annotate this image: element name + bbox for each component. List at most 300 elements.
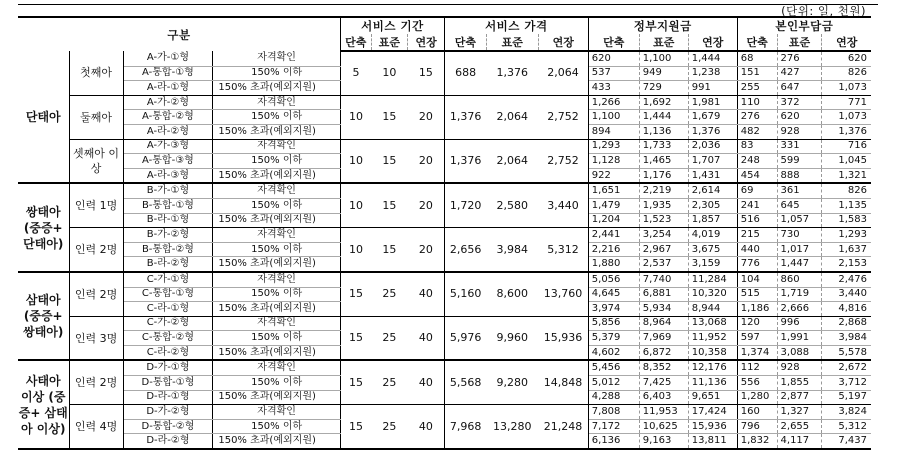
service-price: 9,960	[486, 316, 538, 360]
self-pay-amount: 248	[737, 154, 777, 169]
service-period-days: 10	[340, 183, 371, 227]
service-period-days: 40	[408, 405, 445, 449]
self-pay-amount: 2,666	[777, 302, 822, 317]
eligibility-condition: 150% 초과(예외지원)	[213, 390, 341, 405]
gov-support-amount: 1,136	[639, 124, 688, 139]
gov-support-amount: 2,967	[639, 242, 688, 257]
self-pay-amount: 556	[737, 376, 777, 391]
gov-support-amount: 1,128	[588, 154, 639, 169]
service-price: 5,160	[444, 272, 486, 316]
self-pay-amount: 716	[822, 139, 871, 154]
self-pay-amount: 4,816	[822, 302, 871, 317]
gov-support-amount: 537	[588, 66, 639, 81]
gov-support-amount: 11,953	[639, 405, 688, 420]
self-pay-amount: 1,135	[822, 198, 871, 213]
self-pay-amount: 482	[737, 124, 777, 139]
service-type: D-가-②형	[123, 405, 213, 420]
gov-support-amount: 1,100	[639, 51, 688, 66]
eligibility-condition: 150% 초과(예외지원)	[213, 168, 341, 183]
self-pay-amount: 2,877	[777, 390, 822, 405]
table-row	[18, 51, 871, 66]
subheader-cell: 표준	[639, 34, 688, 51]
gov-support-amount: 1,733	[639, 139, 688, 154]
self-pay-amount: 645	[777, 198, 822, 213]
self-pay-amount: 104	[737, 272, 777, 287]
self-pay-amount: 620	[777, 110, 822, 125]
service-price: 8,600	[486, 272, 538, 316]
self-pay-amount: 776	[737, 257, 777, 272]
service-price: 1,376	[444, 95, 486, 139]
gov-support-amount: 1,266	[588, 95, 639, 110]
self-pay-amount: 5,312	[822, 419, 871, 434]
table-row	[18, 183, 871, 198]
gov-support-amount: 3,159	[688, 257, 737, 272]
header-service-price: 서비스 가격	[444, 17, 588, 34]
group-label: 삼태아 (중증+ 쌍태아)	[18, 272, 69, 361]
subheader-cell: 연장	[408, 34, 445, 51]
gov-support-amount: 5,056	[588, 272, 639, 287]
gov-support-amount: 1,479	[588, 198, 639, 213]
service-type: A-라-②형	[123, 124, 213, 139]
subheader-cell: 표준	[486, 34, 538, 51]
eligibility-condition: 150% 이하	[213, 154, 341, 169]
table-row	[18, 316, 871, 331]
self-pay-amount: 7,437	[822, 434, 871, 449]
self-pay-amount: 68	[737, 51, 777, 66]
service-type: A-통합-②형	[123, 110, 213, 125]
gov-support-amount: 13,811	[688, 434, 737, 449]
self-pay-amount: 1,583	[822, 213, 871, 228]
gov-support-amount: 7,969	[639, 331, 688, 346]
self-pay-amount: 3,440	[822, 287, 871, 302]
gov-support-amount: 8,944	[688, 302, 737, 317]
subgroup-label: 인력 2명	[69, 272, 123, 316]
self-pay-amount: 83	[737, 139, 777, 154]
service-type: A-가-③형	[123, 139, 213, 154]
gov-support-amount: 17,424	[688, 405, 737, 420]
self-pay-amount: 888	[777, 168, 822, 183]
eligibility-condition: 자격확인	[213, 95, 341, 110]
gov-support-amount: 1,935	[639, 198, 688, 213]
gov-support-amount: 1,880	[588, 257, 639, 272]
self-pay-amount: 427	[777, 66, 822, 81]
gov-support-amount: 1,692	[639, 95, 688, 110]
service-period-days: 10	[340, 228, 371, 272]
gov-support-amount: 6,403	[639, 390, 688, 405]
self-pay-amount: 599	[777, 154, 822, 169]
service-period-days: 20	[408, 139, 445, 183]
self-pay-amount: 120	[737, 316, 777, 331]
table-row	[18, 139, 871, 154]
service-period-days: 40	[408, 360, 445, 404]
self-pay-amount: 860	[777, 272, 822, 287]
self-pay-amount: 5,197	[822, 390, 871, 405]
gov-support-amount: 1,444	[639, 110, 688, 125]
self-pay-amount: 2,476	[822, 272, 871, 287]
eligibility-condition: 자격확인	[213, 405, 341, 420]
eligibility-condition: 150% 이하	[213, 242, 341, 257]
gov-support-amount: 7,172	[588, 419, 639, 434]
eligibility-condition: 150% 이하	[213, 419, 341, 434]
service-price: 13,760	[538, 272, 588, 316]
self-pay-amount: 1,832	[737, 434, 777, 449]
subgroup-label: 인력 2명	[69, 228, 123, 272]
gov-support-amount: 7,808	[588, 405, 639, 420]
eligibility-condition: 150% 초과(예외지원)	[213, 257, 341, 272]
eligibility-condition: 자격확인	[213, 139, 341, 154]
gov-support-amount: 3,254	[639, 228, 688, 243]
self-pay-amount: 160	[737, 405, 777, 420]
subheader-cell: 단축	[737, 34, 777, 51]
gov-support-amount: 4,645	[588, 287, 639, 302]
self-pay-amount: 1,321	[822, 168, 871, 183]
eligibility-condition: 150% 초과(예외지원)	[213, 345, 341, 360]
self-pay-amount: 2,153	[822, 257, 871, 272]
subheader-cell: 연장	[538, 34, 588, 51]
self-pay-amount: 276	[777, 51, 822, 66]
self-pay-amount: 215	[737, 228, 777, 243]
self-pay-amount: 361	[777, 183, 822, 198]
subheader-cell: 단축	[340, 34, 371, 51]
service-price: 5,312	[538, 228, 588, 272]
service-type: A-가-②형	[123, 95, 213, 110]
subgroup-label: 첫째아	[69, 51, 123, 95]
service-type: A-가-①형	[123, 51, 213, 66]
gov-support-amount: 5,379	[588, 331, 639, 346]
service-period-days: 20	[408, 183, 445, 227]
gov-support-amount: 8,352	[639, 360, 688, 375]
header-gov-support: 정부지원금	[588, 17, 737, 34]
service-price: 1,720	[444, 183, 486, 227]
service-period-days: 15	[371, 183, 408, 227]
service-period-days: 15	[340, 316, 371, 360]
self-pay-amount: 151	[737, 66, 777, 81]
service-price: 3,440	[538, 183, 588, 227]
service-type: D-통합-①형	[123, 376, 213, 391]
gov-support-amount: 2,036	[688, 139, 737, 154]
gov-support-amount: 6,881	[639, 287, 688, 302]
subheader-cell: 단축	[588, 34, 639, 51]
gov-support-amount: 10,625	[639, 419, 688, 434]
gov-support-amount: 620	[588, 51, 639, 66]
self-pay-amount: 996	[777, 316, 822, 331]
subheader-cell: 단축	[444, 34, 486, 51]
self-pay-amount: 771	[822, 95, 871, 110]
self-pay-amount: 1,447	[777, 257, 822, 272]
service-period-days: 10	[340, 95, 371, 139]
gov-support-amount: 6,872	[639, 345, 688, 360]
service-type: A-통합-①형	[123, 66, 213, 81]
self-pay-amount: 928	[777, 360, 822, 375]
voucher-price-table	[18, 16, 871, 450]
gov-support-amount: 2,441	[588, 228, 639, 243]
table-row	[18, 405, 871, 420]
table-row	[18, 228, 871, 243]
service-price: 1,376	[444, 139, 486, 183]
table-row	[18, 272, 871, 287]
gov-support-amount: 949	[639, 66, 688, 81]
self-pay-amount: 4,117	[777, 434, 822, 449]
service-period-days: 15	[340, 405, 371, 449]
service-period-days: 10	[371, 51, 408, 95]
self-pay-amount: 5,578	[822, 345, 871, 360]
self-pay-amount: 1,637	[822, 242, 871, 257]
subgroup-label: 둘째아	[69, 95, 123, 139]
group-label: 사태아 이상 (중증+ 삼태아 이상)	[18, 360, 69, 449]
self-pay-amount: 1,991	[777, 331, 822, 346]
eligibility-condition: 자격확인	[213, 228, 341, 243]
gov-support-amount: 433	[588, 81, 639, 96]
service-price: 13,280	[486, 405, 538, 449]
gov-support-amount: 1,981	[688, 95, 737, 110]
service-price: 5,976	[444, 316, 486, 360]
subheader-cell: 표준	[777, 34, 822, 51]
service-period-days: 25	[371, 316, 408, 360]
eligibility-condition: 150% 이하	[213, 331, 341, 346]
gov-support-amount: 13,068	[688, 316, 737, 331]
gov-support-amount: 4,602	[588, 345, 639, 360]
self-pay-amount: 2,672	[822, 360, 871, 375]
gov-support-amount: 1,857	[688, 213, 737, 228]
gov-support-amount: 1,679	[688, 110, 737, 125]
self-pay-amount: 3,984	[822, 331, 871, 346]
service-price: 2,656	[444, 228, 486, 272]
self-pay-amount: 826	[822, 66, 871, 81]
gov-support-amount: 9,651	[688, 390, 737, 405]
self-pay-amount: 1,293	[822, 228, 871, 243]
eligibility-condition: 150% 이하	[213, 287, 341, 302]
gov-support-amount: 11,952	[688, 331, 737, 346]
service-period-days: 20	[408, 95, 445, 139]
gov-support-amount: 11,284	[688, 272, 737, 287]
top-rule	[18, 0, 878, 5]
gov-support-amount: 7,425	[639, 376, 688, 391]
self-pay-amount: 69	[737, 183, 777, 198]
service-period-days: 15	[408, 51, 445, 95]
self-pay-amount: 1,855	[777, 376, 822, 391]
service-period-days: 25	[371, 272, 408, 316]
gov-support-amount: 10,358	[688, 345, 737, 360]
gov-support-amount: 1,204	[588, 213, 639, 228]
service-period-days: 15	[371, 95, 408, 139]
service-price: 2,064	[486, 95, 538, 139]
self-pay-amount: 112	[737, 360, 777, 375]
self-pay-amount: 1,073	[822, 81, 871, 96]
gov-support-amount: 9,163	[639, 434, 688, 449]
subgroup-label: 인력 1명	[69, 183, 123, 227]
service-type: D-라-②형	[123, 434, 213, 449]
service-price: 9,280	[486, 360, 538, 404]
service-price: 2,752	[538, 139, 588, 183]
service-type: B-라-②형	[123, 257, 213, 272]
header-self-pay: 본인부담금	[737, 17, 871, 34]
eligibility-condition: 150% 이하	[213, 376, 341, 391]
eligibility-condition: 자격확인	[213, 51, 341, 66]
gov-support-amount: 2,305	[688, 198, 737, 213]
self-pay-amount: 3,088	[777, 345, 822, 360]
eligibility-condition: 자격확인	[213, 183, 341, 198]
service-type: C-통합-②형	[123, 331, 213, 346]
gov-support-amount: 6,136	[588, 434, 639, 449]
eligibility-condition: 150% 이하	[213, 110, 341, 125]
service-type: B-통합-①형	[123, 198, 213, 213]
self-pay-amount: 1,057	[777, 213, 822, 228]
subheader-cell: 연장	[822, 34, 871, 51]
self-pay-amount: 440	[737, 242, 777, 257]
self-pay-amount: 597	[737, 331, 777, 346]
self-pay-amount: 928	[777, 124, 822, 139]
eligibility-condition: 150% 초과(예외지원)	[213, 81, 341, 96]
gov-support-amount: 1,100	[588, 110, 639, 125]
service-type: C-통합-①형	[123, 287, 213, 302]
self-pay-amount: 255	[737, 81, 777, 96]
gov-support-amount: 2,216	[588, 242, 639, 257]
gov-support-amount: 2,537	[639, 257, 688, 272]
self-pay-amount: 3,824	[822, 405, 871, 420]
gov-support-amount: 1,465	[639, 154, 688, 169]
gov-support-amount: 894	[588, 124, 639, 139]
gov-support-amount: 11,136	[688, 376, 737, 391]
gov-support-amount: 2,614	[688, 183, 737, 198]
gov-support-amount: 15,936	[688, 419, 737, 434]
service-type: B-통합-②형	[123, 242, 213, 257]
service-price: 7,968	[444, 405, 486, 449]
gov-support-amount: 5,456	[588, 360, 639, 375]
service-period-days: 20	[408, 228, 445, 272]
service-type: D-가-①형	[123, 360, 213, 375]
self-pay-amount: 826	[822, 183, 871, 198]
service-type: D-라-①형	[123, 390, 213, 405]
gov-support-amount: 1,293	[588, 139, 639, 154]
self-pay-amount: 1,376	[822, 124, 871, 139]
eligibility-condition: 자격확인	[213, 272, 341, 287]
service-price: 688	[444, 51, 486, 95]
service-type: C-가-②형	[123, 316, 213, 331]
self-pay-amount: 276	[737, 110, 777, 125]
service-period-days: 40	[408, 316, 445, 360]
self-pay-amount: 620	[822, 51, 871, 66]
service-period-days: 10	[340, 139, 371, 183]
self-pay-amount: 1,186	[737, 302, 777, 317]
service-type: B-라-①형	[123, 213, 213, 228]
eligibility-condition: 150% 이하	[213, 198, 341, 213]
header-service-period: 서비스 기간	[340, 17, 444, 34]
gov-support-amount: 4,288	[588, 390, 639, 405]
service-price: 2,752	[538, 95, 588, 139]
eligibility-condition: 150% 초과(예외지원)	[213, 302, 341, 317]
gov-support-amount: 991	[688, 81, 737, 96]
gov-support-amount: 1,651	[588, 183, 639, 198]
gov-support-amount: 1,376	[688, 124, 737, 139]
service-period-days: 5	[340, 51, 371, 95]
header-category: 구분	[18, 17, 340, 51]
gov-support-amount: 12,176	[688, 360, 737, 375]
self-pay-amount: 1,045	[822, 154, 871, 169]
gov-support-amount: 1,238	[688, 66, 737, 81]
subgroup-label: 인력 3명	[69, 316, 123, 360]
self-pay-amount: 1,017	[777, 242, 822, 257]
gov-support-amount: 7,740	[639, 272, 688, 287]
service-price: 2,064	[486, 139, 538, 183]
service-period-days: 15	[340, 360, 371, 404]
self-pay-amount: 1,719	[777, 287, 822, 302]
gov-support-amount: 10,320	[688, 287, 737, 302]
service-price: 2,064	[538, 51, 588, 95]
self-pay-amount: 1,327	[777, 405, 822, 420]
self-pay-amount: 1,374	[737, 345, 777, 360]
service-type: D-통합-②형	[123, 419, 213, 434]
self-pay-amount: 110	[737, 95, 777, 110]
gov-support-amount: 1,523	[639, 213, 688, 228]
service-type: B-가-①형	[123, 183, 213, 198]
service-type: C-가-①형	[123, 272, 213, 287]
eligibility-condition: 자격확인	[213, 360, 341, 375]
service-price: 15,936	[538, 316, 588, 360]
self-pay-amount: 241	[737, 198, 777, 213]
self-pay-amount: 2,655	[777, 419, 822, 434]
gov-support-amount: 1,176	[639, 168, 688, 183]
service-type: A-라-①형	[123, 81, 213, 96]
self-pay-amount: 516	[737, 213, 777, 228]
gov-support-amount: 5,856	[588, 316, 639, 331]
self-pay-amount: 796	[737, 419, 777, 434]
service-period-days: 15	[371, 139, 408, 183]
gov-support-amount: 1,444	[688, 51, 737, 66]
service-type: A-라-③형	[123, 168, 213, 183]
eligibility-condition: 자격확인	[213, 316, 341, 331]
self-pay-amount: 515	[737, 287, 777, 302]
service-type: C-라-①형	[123, 302, 213, 317]
self-pay-amount: 1,280	[737, 390, 777, 405]
group-label: 단태아	[18, 51, 69, 183]
gov-support-amount: 4,019	[688, 228, 737, 243]
subheader-cell: 표준	[371, 34, 408, 51]
service-price: 3,984	[486, 228, 538, 272]
service-type: C-라-②형	[123, 345, 213, 360]
service-price: 2,580	[486, 183, 538, 227]
self-pay-amount: 1,073	[822, 110, 871, 125]
gov-support-amount: 8,964	[639, 316, 688, 331]
subgroup-label: 인력 4명	[69, 405, 123, 449]
gov-support-amount: 3,974	[588, 302, 639, 317]
service-price: 14,848	[538, 360, 588, 404]
service-period-days: 15	[371, 228, 408, 272]
subgroup-label: 셋째아 이상	[69, 139, 123, 183]
subgroup-label: 인력 2명	[69, 360, 123, 404]
unit-note: (단위: 일, 천원)	[781, 4, 866, 18]
gov-support-amount: 5,012	[588, 376, 639, 391]
self-pay-amount: 331	[777, 139, 822, 154]
service-period-days: 15	[340, 272, 371, 316]
self-pay-amount: 2,868	[822, 316, 871, 331]
gov-support-amount: 922	[588, 168, 639, 183]
service-type: B-가-②형	[123, 228, 213, 243]
self-pay-amount: 454	[737, 168, 777, 183]
self-pay-amount: 372	[777, 95, 822, 110]
gov-support-amount: 5,934	[639, 302, 688, 317]
service-type: A-통합-③형	[123, 154, 213, 169]
self-pay-amount: 647	[777, 81, 822, 96]
eligibility-condition: 150% 이하	[213, 66, 341, 81]
self-pay-amount: 3,712	[822, 376, 871, 391]
subheader-cell: 연장	[688, 34, 737, 51]
service-price: 1,376	[486, 51, 538, 95]
gov-support-amount: 3,675	[688, 242, 737, 257]
gov-support-amount: 729	[639, 81, 688, 96]
eligibility-condition: 150% 초과(예외지원)	[213, 124, 341, 139]
group-label: 쌍태아 (중증+ 단태아)	[18, 183, 69, 272]
service-period-days: 25	[371, 360, 408, 404]
